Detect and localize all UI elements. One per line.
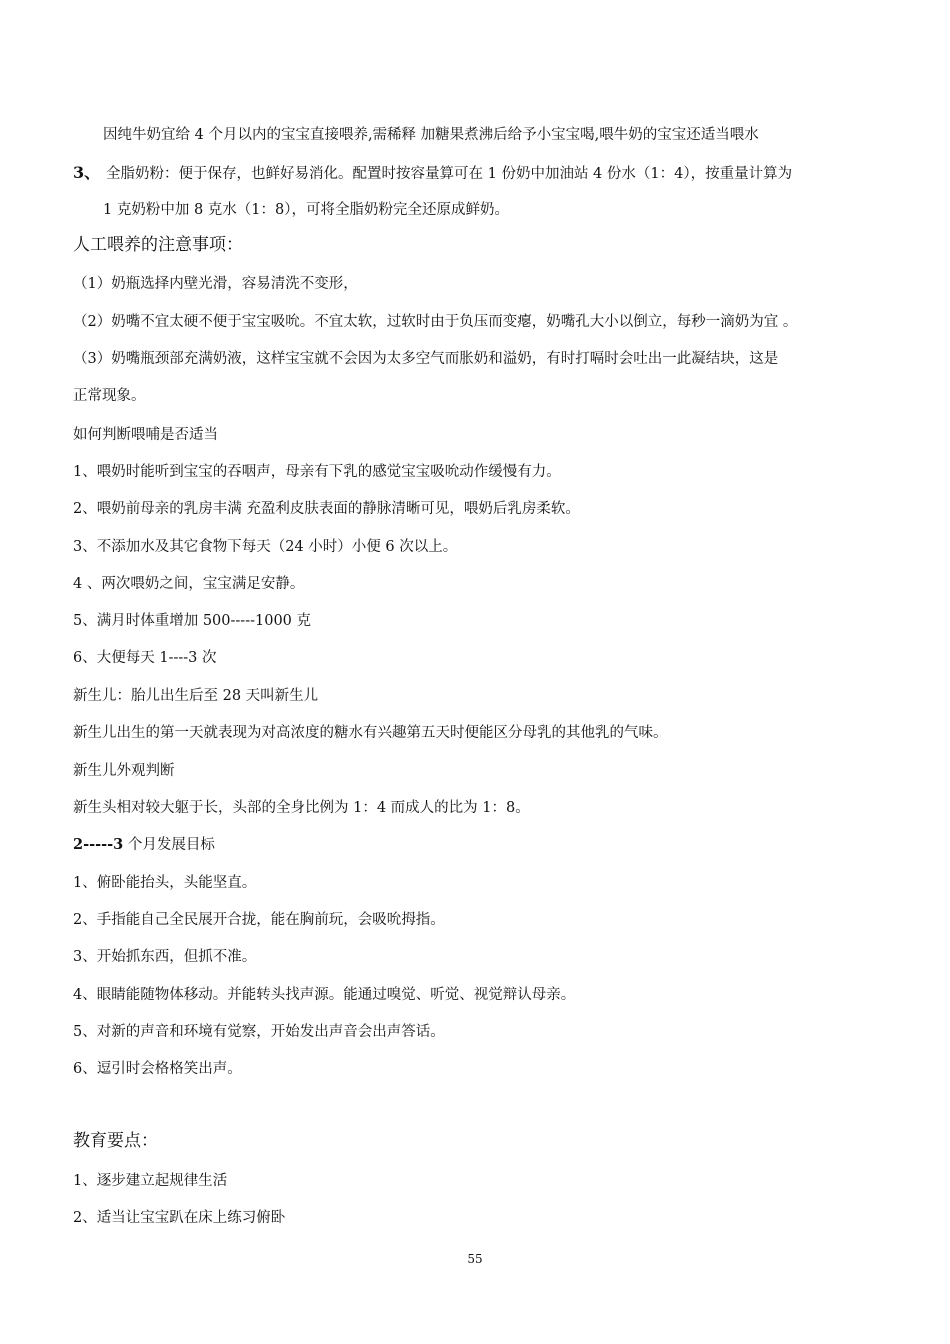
text-line: 新生头相对较大躯于长，头部的全身比例为 1：4 而成人的比为 1：8。	[73, 800, 530, 816]
text-line: （1）奶瓶选择内壁光滑，容易清洗不变形，	[73, 276, 358, 292]
list-number: 3、	[73, 163, 101, 182]
text-line: （3）奶嘴瓶颈部充满奶液，这样宝宝就不会因为太多空气而胀奶和溢奶，有时打嗝时会吐出一此凝结块，这是	[73, 351, 779, 367]
list-item: 1、喂奶时能听到宝宝的吞咽声，母亲有下乳的感觉宝宝吸吮动作缓慢有力。	[73, 464, 561, 480]
list-item: 6、逗引时会格格笑出声。	[73, 1061, 242, 1077]
subheading	[73, 835, 215, 855]
list-item: 2、手指能自己全民展开合拢，能在胸前玩，会吸吮拇指。	[73, 912, 445, 928]
page-number: 55	[467, 1252, 483, 1266]
list-item: 1、逐步建立起规律生活	[73, 1173, 228, 1189]
subheading-text: 个月发展目标	[123, 837, 215, 853]
text-line: （2）奶嘴不宜太硬不便于宝宝吸吮。不宜太软，过软时由于负压而变瘪，奶嘴孔大小以倒立，每秒一滴奶为宜 。	[73, 314, 798, 330]
list-item: 5、对新的声音和环境有觉察，开始发出声音会出声答话。	[73, 1024, 445, 1040]
text-line: 全脂奶粉：便于保存，也鲜好易消化。配置时按容量算可在 1 份奶中加油站 4 份水（1：4），按重量计算为	[106, 166, 793, 182]
section-heading: 人工喂养的注意事项：	[73, 235, 243, 255]
list-item: 3、开始抓东西，但抓不准。	[73, 949, 257, 965]
text-line: 1 克奶粉中加 8 克水（1：8），可将全脂奶粉完全还原成鲜奶。	[103, 202, 509, 218]
text-line: 新生儿：胎儿出生后至 28 天叫新生儿	[73, 688, 319, 704]
list-item: 1、俯卧能抬头，头能坚直。	[73, 875, 257, 891]
list-item: 2、喂奶前母亲的乳房丰满 充盈利皮肤表面的静脉清晰可见，喂奶后乳房柔软。	[73, 501, 580, 517]
subheading: 新生儿外观判断	[73, 763, 175, 779]
list-item: 3、不添加水及其它食物下每天（24 小时）小便 6 次以上。	[73, 539, 458, 555]
text-line: 正常现象。	[73, 388, 146, 404]
text-line: 因纯牛奶宜给 4 个月以内的宝宝直接喂养,需稀释 加糖果煮沸后给予小宝宝喝,喂牛奶的宝宝还适当喂水	[103, 127, 759, 143]
subheading: 如何判断喂哺是否适当	[73, 427, 218, 443]
section-heading: 教育要点：	[73, 1131, 158, 1151]
text-line: 新生儿出生的第一天就表现为对高浓度的糖水有兴趣第五天时便能区分母乳的其他乳的气味。	[73, 725, 668, 741]
list-item: 2、适当让宝宝趴在床上练习俯卧	[73, 1210, 286, 1226]
list-item: 4、眼睛能随物体移动。并能转头找声源。能通过嗅觉、听觉、视觉辩认母亲。	[73, 987, 576, 1003]
list-item: 4 、两次喂奶之间，宝宝满足安静。	[73, 576, 305, 592]
list-item: 6、大便每天 1----3 次	[73, 650, 217, 666]
age-range: 2-----3	[73, 836, 124, 853]
list-item: 5、满月时体重增加 500-----1000 克	[73, 613, 312, 629]
